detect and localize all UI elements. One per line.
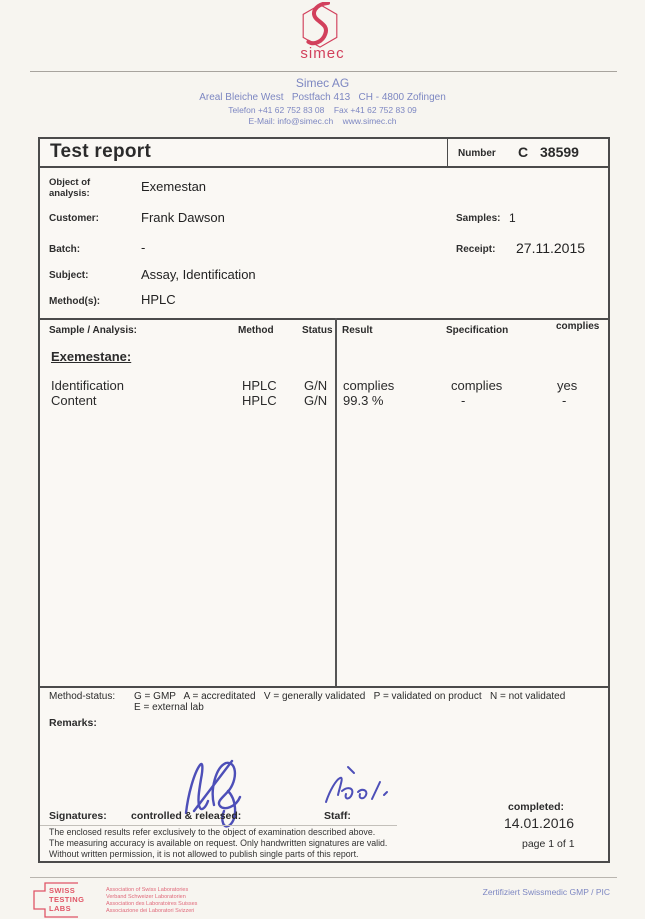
signature-staff xyxy=(318,764,393,809)
certification-note: Zertifiziert Swissmedic GMP / PIC xyxy=(482,887,610,897)
report-number-value: 38599 xyxy=(540,144,579,160)
methods-value: HPLC xyxy=(141,292,176,307)
batch-value: - xyxy=(141,240,146,255)
batch-label: Batch: xyxy=(49,244,81,255)
object-label-line1: Object of xyxy=(49,177,91,188)
company-address: Areal Bleiche West Postfach 413 CH - 4800 Zofingen xyxy=(199,92,446,103)
methods-label: Method(s): xyxy=(49,296,101,307)
report-title: Test report xyxy=(50,141,152,162)
cell-method: HPLC xyxy=(242,378,277,393)
cell-result: complies xyxy=(343,378,395,393)
col-header-complies: complies xyxy=(556,321,600,332)
swiss-testing-labs-wordmark xyxy=(49,886,84,913)
disclaimer-line-2: The measuring accuracy is available on request. Only handwritten signatures are valid. xyxy=(49,838,388,848)
controlled-released-label: controlled & released: xyxy=(131,810,242,822)
company-phone-fax: Telefon +41 62 752 83 08 Fax +41 62 752 83 09 xyxy=(228,105,417,115)
col-header-method: Method xyxy=(238,325,274,336)
customer-value: Frank Dawson xyxy=(141,210,225,225)
col-header-specification: Specification xyxy=(446,325,509,336)
report-header-row xyxy=(40,139,608,168)
cell-analysis: Content xyxy=(51,393,97,408)
completed-date: 14.01.2016 xyxy=(504,815,575,831)
col-header-status: Status xyxy=(302,325,333,336)
staff-label: Staff: xyxy=(324,810,351,822)
labs-word-labs: LABS xyxy=(49,904,72,913)
cell-complies: yes xyxy=(557,378,578,393)
report-number-series: C xyxy=(518,144,529,160)
col-header-sample: Sample / Analysis: xyxy=(49,325,137,336)
signatures-label: Signatures: xyxy=(49,810,107,822)
cell-result: 99.3 % xyxy=(343,393,384,408)
cell-analysis: Identification xyxy=(51,378,124,393)
company-name: Simec AG xyxy=(295,76,350,90)
object-value: Exemestan xyxy=(141,179,207,194)
cell-specification: complies xyxy=(451,378,503,393)
method-status-legend-2: E = external lab xyxy=(134,702,204,713)
method-status-label: Method-status: xyxy=(49,691,116,702)
disclaimer-line-3: Without written permission, it is not allowed to publish single parts of this report. xyxy=(49,849,359,859)
cell-status: G/N xyxy=(304,393,328,408)
association-line: Association of Swiss Laboratories xyxy=(106,887,189,893)
samples-label: Samples: xyxy=(456,213,501,224)
labs-word-swiss: SWISS xyxy=(49,886,76,895)
samples-value: 1 xyxy=(509,211,516,225)
remarks-label: Remarks: xyxy=(49,717,97,729)
labs-associations xyxy=(106,887,197,915)
sample-group-title: Exemestane: xyxy=(51,349,132,364)
customer-label: Customer: xyxy=(49,213,100,224)
report-number-divider xyxy=(447,139,448,166)
disclaimer-line-1: The enclosed results refer exclusively to the object of examination described above. xyxy=(49,827,376,837)
simec-logo-text: simec xyxy=(300,45,345,62)
association-line: Verband Schweizer Laboratorien xyxy=(106,894,186,900)
cell-specification: - xyxy=(461,393,466,408)
company-email-web: E-Mail: info@simec.ch www.simec.ch xyxy=(248,116,397,126)
association-line: Association des Laboratoires Suisses xyxy=(106,901,198,907)
labs-word-testing: TESTING xyxy=(49,895,85,904)
receipt-label: Receipt: xyxy=(456,244,496,255)
method-status-legend-1: G = GMP A = accreditated V = generally validated P = validated on product N = not validated xyxy=(134,691,566,702)
method-status-divider xyxy=(40,686,608,688)
association-line: Associazione dei Laboratori Svizzeri xyxy=(106,908,195,914)
object-label-line2: analysis: xyxy=(49,188,90,199)
letterhead-divider xyxy=(30,71,617,72)
result-column-divider xyxy=(335,318,337,688)
col-header-result: Result xyxy=(342,325,373,336)
cell-status: G/N xyxy=(304,378,328,393)
disclaimer-divider xyxy=(40,825,397,826)
completed-label: completed: xyxy=(508,801,565,813)
cell-complies: - xyxy=(562,393,567,408)
report-frame xyxy=(38,137,610,863)
report-number-label: Number xyxy=(458,148,496,159)
page-indicator: page 1 of 1 xyxy=(522,838,575,850)
fields-section-divider xyxy=(40,318,608,320)
receipt-value: 27.11.2015 xyxy=(516,240,586,256)
simec-logo-icon xyxy=(297,2,343,48)
cell-method: HPLC xyxy=(242,393,277,408)
subject-value: Assay, Identification xyxy=(141,267,256,282)
subject-label: Subject: xyxy=(49,270,89,281)
footer-divider xyxy=(30,877,617,878)
